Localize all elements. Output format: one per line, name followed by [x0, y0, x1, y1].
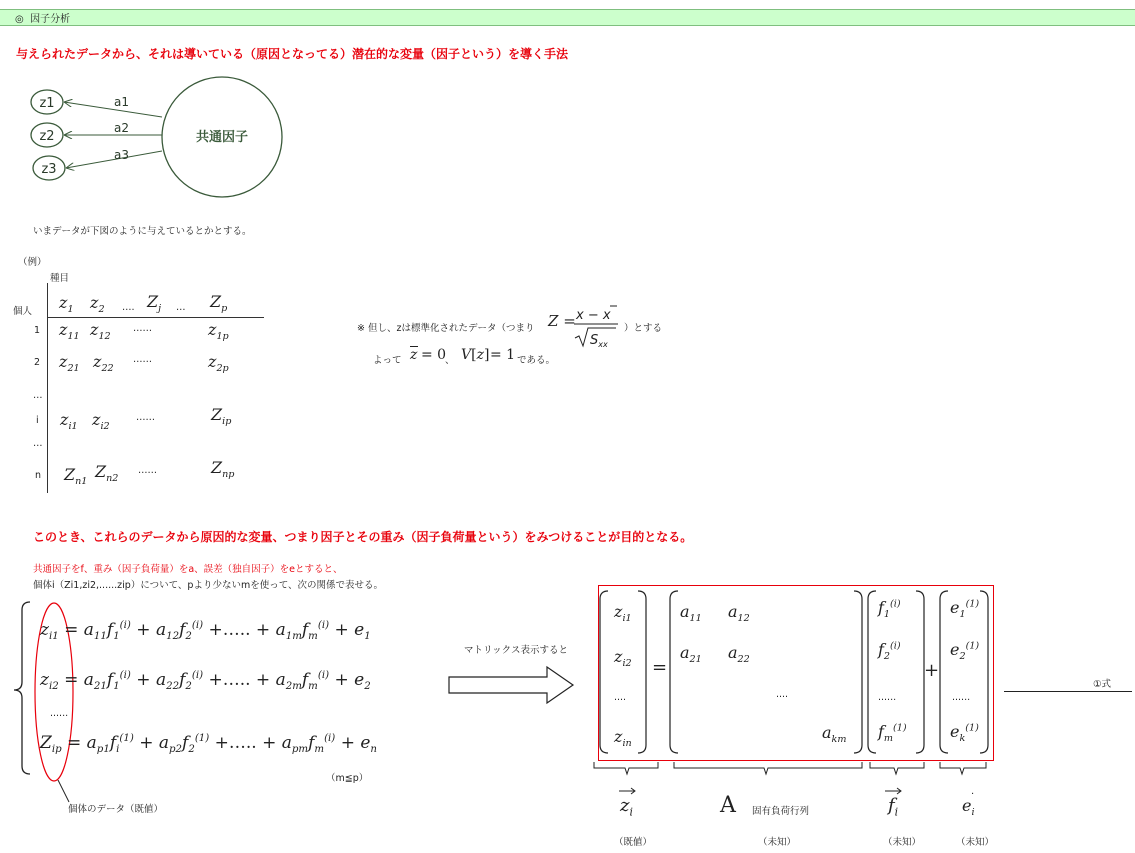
vec-z-i1: $z_{i1}$	[614, 602, 632, 624]
row-label-n: n	[35, 470, 42, 481]
row-label-dots2: …	[33, 438, 43, 449]
constraint-m-le-p: （m≦p）	[326, 773, 369, 784]
matrix-a-label: 固有負荷行列	[752, 806, 810, 817]
note-zbar: z	[410, 347, 418, 363]
vec-fm: $f_m^{(1)}$	[878, 722, 907, 744]
matrix-a-symbol: A	[720, 793, 736, 818]
col-dots-b: …	[176, 302, 186, 313]
mat-dots: ....	[776, 689, 789, 700]
definition-line1: 共通因子をf、重み（因子負荷量）をa、誤差（独自因子）をeとすると、	[33, 564, 343, 575]
note-variance: V[z]	[461, 347, 490, 363]
matrix-equals: =	[652, 657, 668, 678]
note-fraction	[570, 302, 620, 352]
cell-zi1: $z_{i1}$	[60, 410, 78, 432]
matrix-arrow-label: マトリックス表示すると	[464, 645, 569, 656]
node-label-z2: z2	[39, 129, 55, 144]
equation-number-rule	[1004, 691, 1132, 692]
vec-e-dots: ......	[952, 692, 971, 703]
item-header: 種目	[50, 273, 70, 284]
edge-label-a2: a2	[114, 121, 129, 135]
col-zp: $Z_p$	[210, 292, 228, 314]
table-vertical-rule	[47, 283, 48, 493]
note-line2-prefix: よって	[373, 355, 402, 366]
label-unknown-e: （未知）	[956, 837, 995, 848]
cell-zip: $Z_{ip}$	[211, 405, 232, 427]
label-unknown-a: （未知）	[758, 837, 797, 848]
edge-a1	[64, 102, 162, 117]
z-arrow-icon	[618, 786, 638, 796]
cell-dots-r2: ……	[133, 354, 152, 365]
svg-text:Sxx: $S_{xx}$	[590, 333, 608, 349]
row-label-1: 1	[34, 325, 41, 336]
cell-zn1: $Z_{n1}$	[64, 465, 88, 487]
row-label-i: i	[36, 415, 39, 426]
edge-label-a3: a3	[114, 148, 129, 162]
f-arrow-icon	[884, 786, 904, 796]
col-zj: $Z_j$	[147, 292, 162, 314]
vec-f-dots: ......	[878, 692, 897, 703]
cell-zi2: $z_{i2}$	[92, 410, 110, 432]
section-header-bar	[0, 9, 1135, 26]
section-header	[15, 10, 70, 25]
goal-statement: このとき、これらのデータから原因的な変量、つまり因子とその重み（因子負荷量という）をみつけることが目的となる。	[33, 530, 693, 544]
data-note: いまデータが下図のように与えているとかとする。	[33, 226, 252, 237]
cell-znp: $Z_{np}$	[211, 458, 235, 480]
common-factor-label: 共通因子	[195, 130, 249, 145]
vec-e2: $e_2^{(1)}$	[950, 640, 980, 662]
data-caption: 個体のデータ（既値）	[68, 804, 164, 815]
row-label-dots1: …	[33, 390, 43, 401]
note-suffix: ）とする	[624, 323, 663, 334]
col-z2: $z_2$	[90, 293, 105, 315]
label-unknown-f: （未知）	[883, 837, 922, 848]
note-zbar-eq: = 0	[421, 347, 447, 363]
cell-z1p: $z_{1p}$	[208, 320, 229, 342]
cell-dots-r1: ……	[133, 323, 152, 334]
example-label: （例）	[18, 257, 47, 268]
vec-z-in: $z_{in}$	[614, 727, 632, 749]
equation-number: ①式	[1093, 679, 1112, 690]
col-z1: $z_1$	[59, 293, 74, 315]
e-dot-mark: ·	[971, 789, 975, 800]
equation-3: $Z_{ip} = a_{p1}f_i^{(1)} + a_{p2}f_2^{(1)}$ +….. + $a_{pm}f_m^{(i)} + e_n$	[40, 733, 377, 756]
definition-line2: 個体i（Zi1,zi2,......zip）について、pより少ないmを使って、次の関係で表せる。	[33, 580, 384, 591]
vec-z-dots: ....	[614, 692, 627, 703]
equation-dots: ......	[50, 708, 69, 719]
header-title: 因子分析	[30, 14, 71, 25]
note-prefix: ※ 但し、zは標準化されたデータ（つまり	[357, 323, 535, 334]
row-label-2: 2	[34, 357, 41, 368]
node-label-z1: z1	[39, 96, 55, 111]
vec-f1: $f_1^{(i)}$	[878, 598, 901, 620]
vec-f-symbol: $f_i$	[888, 795, 899, 819]
person-header: 個人	[13, 306, 33, 317]
cell-z2p: $z_{2p}$	[208, 352, 229, 374]
header-bullet: ◎	[15, 14, 24, 25]
cell-z12: $z_{12}$	[90, 320, 111, 342]
mat-a21: $a_{21}$	[680, 643, 702, 665]
cell-zn2: $Z_{n2}$	[95, 462, 119, 484]
mat-akm: $a_{km}$	[822, 723, 847, 745]
bottom-braces	[590, 760, 990, 780]
mat-a22: $a_{22}$	[728, 643, 750, 665]
vec-ek: $e_k^{(1)}$	[950, 722, 979, 744]
cell-dots-ri: ……	[136, 412, 155, 423]
vec-e-symbol: $e_i$	[962, 796, 975, 818]
note-line2-suffix: である。	[517, 355, 556, 366]
table-horizontal-rule	[47, 317, 264, 318]
note-variance-eq: = 1	[490, 347, 516, 363]
cell-z21: $z_{21}$	[59, 352, 80, 374]
mat-a11: $a_{11}$	[680, 602, 702, 624]
equation-2: $z_{i2} = a_{21}f_1^{(i)} + a_{22}f_2^{(i)}$ +….. + $a_{2m}f_m^{(i)} + e_2$	[40, 670, 371, 693]
vec-e1: $e_1^{(1)}$	[950, 598, 980, 620]
cell-z22: $z_{22}$	[93, 352, 114, 374]
mat-a12: $a_{12}$	[728, 602, 750, 624]
note-z-equals: Z =	[548, 312, 576, 330]
node-label-z3: z3	[41, 162, 57, 177]
cell-dots-rn: ……	[138, 465, 157, 476]
label-known: （既値）	[614, 837, 653, 848]
equation-1: $z_{i1} = a_{11}f_1^{(i)} + a_{12}f_2^{(i)}$ +….. + $a_{1m}f_m^{(i)} + e_1$	[40, 620, 371, 643]
intro-headline: 与えられたデータから、それは導いている（原因となってる）潜在的な変量（因子という）を導く手法	[16, 47, 569, 61]
matrix-plus: +	[924, 660, 940, 681]
vec-z-symbol: $z_i$	[620, 795, 633, 819]
vec-f2: $f_2^{(i)}$	[878, 640, 901, 662]
edge-label-a1: a1	[114, 95, 129, 109]
col-dots-a: ….	[122, 302, 135, 313]
vec-z-i2: $z_{i2}$	[614, 647, 632, 669]
factor-diagram	[0, 75, 300, 205]
note-comma: 、	[445, 355, 455, 366]
right-arrow-icon	[447, 665, 577, 705]
cell-z11: $z_{11}$	[59, 320, 80, 342]
svg-text:x − x: x − x	[576, 308, 611, 323]
